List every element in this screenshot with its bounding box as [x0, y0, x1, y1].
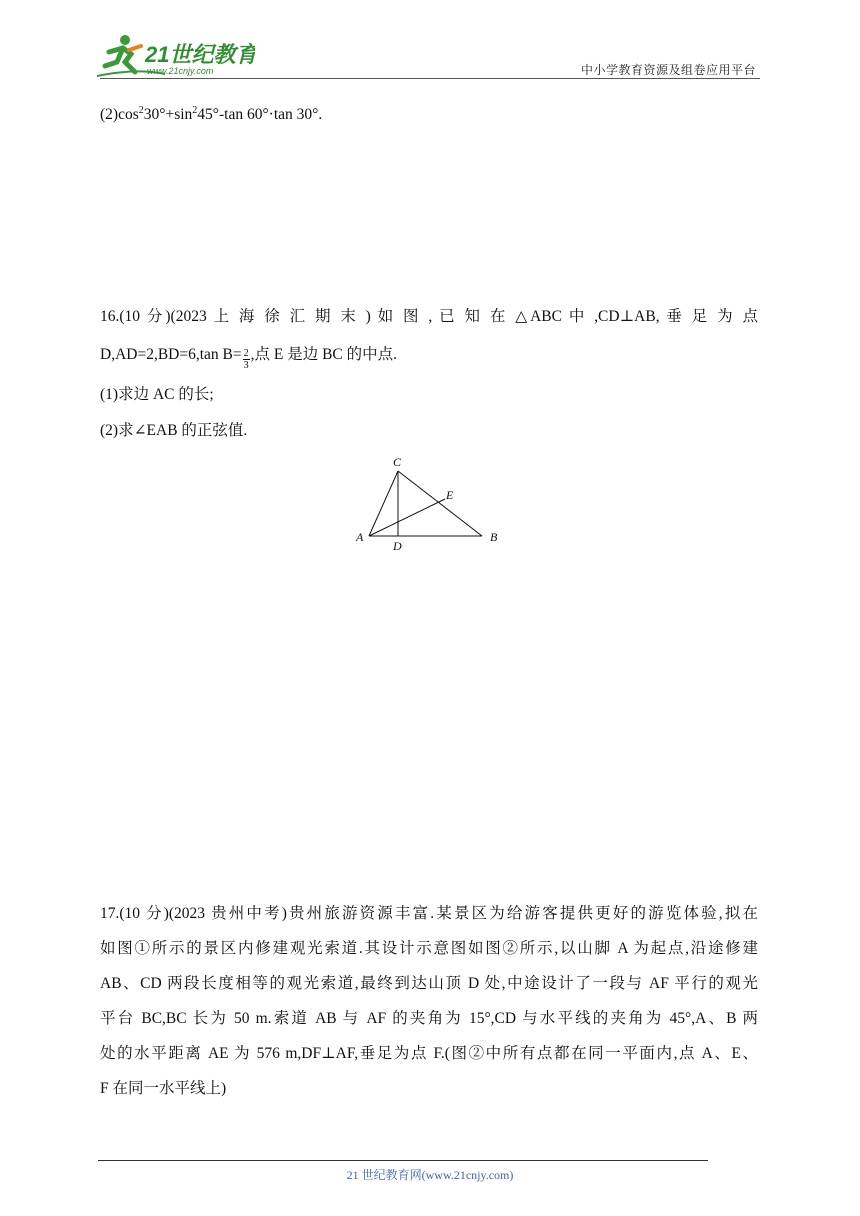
question-17-line-6: F 在同一水平线上): [100, 1080, 227, 1097]
header-divider: [100, 78, 760, 79]
triangle-figure: [352, 452, 512, 556]
question-16-stem-line-1: 16.(10 分)(2023 上 海 徐 汇 期 末 ) 如 图 , 已 知 在 △ABC 中 ,CD⊥AB, 垂 足 为 点: [100, 308, 758, 325]
runner-logo-icon: [95, 32, 255, 80]
fraction-two-thirds: $\frac{2}{3}$: [243, 348, 249, 371]
question-17-line-1: 17.(10 分)(2023 贵州中考)贵州旅游资源丰富.某景区为给游客提供更好的游览体验,拟在: [100, 905, 758, 922]
question-17-line-5: 处的水平距离 AE 为 576 m,DF⊥AF,垂足为点 F.(图②中所有点都在同一平面内,点 A、E、: [100, 1045, 758, 1062]
question-16-part-2: (2)求∠EAB 的正弦值.: [100, 422, 248, 439]
label-e: E: [446, 488, 454, 502]
site-logo: [95, 32, 255, 80]
header-tagline: 中小学教育资源及组卷应用平台: [580, 63, 756, 77]
question-16-part-1: (1)求边 AC 的长;: [100, 386, 214, 403]
label-d: D: [393, 539, 402, 553]
segment-ac: [369, 471, 398, 536]
question-17-line-3: AB、CD 两段长度相等的观光索道,最终到达山顶 D 处,中途设计了一段与 AF 平行的观光: [100, 975, 758, 992]
svg-text:21世纪教育: 21世纪教育: [145, 42, 255, 67]
footer-divider: [98, 1160, 708, 1161]
segment-ae: [369, 499, 445, 536]
label-c: C: [393, 455, 402, 469]
label-a: A: [356, 530, 364, 544]
question-16-stem-line-2: D,AD=2,BD=6,tan B= $\frac{2}{3}$ ,点 E 是边 BC 的中点.: [100, 346, 398, 371]
question-17-line-4: 平台 BC,BC 长为 50 m.索道 AB 与 AF 的夹角为 15°,CD 与水平线的夹角为 45°,A、B 两: [100, 1010, 758, 1027]
label-b: B: [490, 530, 498, 544]
question-15-part-2: $(2)\cos^230^\circ+\sin^245^\circ-\tan$ 60°·tan 30°.: [100, 105, 323, 123]
segment-cb: [398, 471, 482, 536]
question-17-line-2: 如图①所示的景区内修建观光索道.其设计示意图如图②所示,以山脚 A 为起点,沿途修建: [100, 940, 758, 957]
svg-text:www.21cnjy.com: www.21cnjy.com: [147, 66, 214, 76]
footer-link[interactable]: 21 世纪教育网(www.21cnjy.com): [346, 1168, 514, 1182]
